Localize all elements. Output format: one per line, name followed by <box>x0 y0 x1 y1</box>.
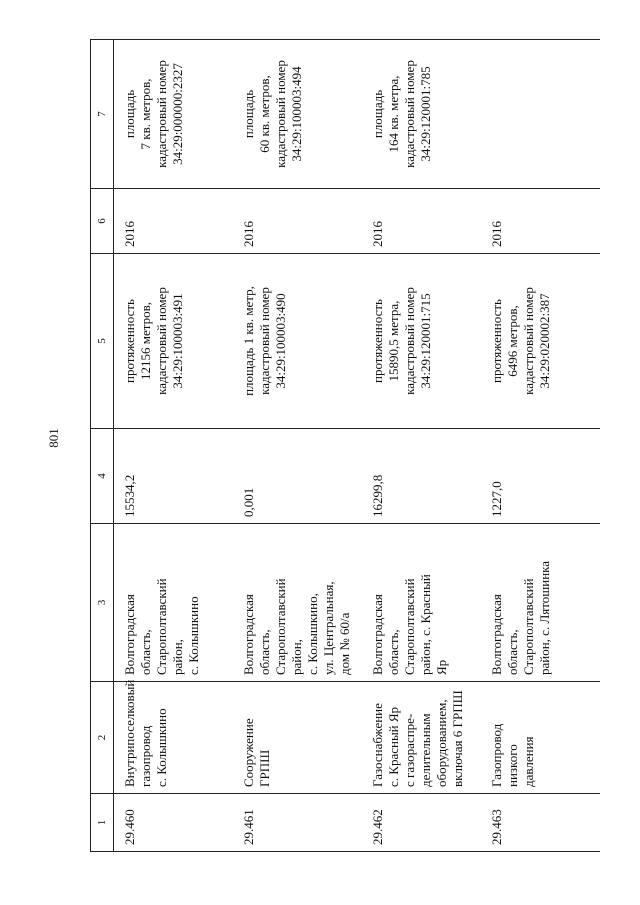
value-cell: 1227,0 <box>481 429 600 524</box>
cell-line: район, с. Лятошинка <box>537 560 552 675</box>
cell-line: 34:29:000000:2327 <box>170 63 185 165</box>
cell-line: 12156 метров, <box>138 302 153 380</box>
cell-line: с. Колышкино, <box>305 593 320 675</box>
record-number-cell: 29.463 <box>481 794 600 852</box>
column-number-header: 7 <box>91 40 114 189</box>
characteristics-cell <box>233 254 362 429</box>
cell-line: с. Колышкино <box>186 596 201 675</box>
cell-line: 34:29:100003:491 <box>170 293 185 389</box>
cell-line: Внутрипоселковый <box>122 679 137 787</box>
object-address-cell <box>233 524 362 682</box>
column-number-header: 2 <box>91 682 114 794</box>
column-number-header: 1 <box>91 794 114 852</box>
cell-line: протяженность <box>489 299 504 383</box>
cell-line: кадастровый номер <box>273 60 288 168</box>
cell-line: дом № 60/а <box>337 612 352 675</box>
cell-line: площадь <box>241 89 256 139</box>
cell-line: с. Колышкино <box>154 708 169 787</box>
record-number-cell: 29.461 <box>233 794 362 852</box>
cell-line: 34:29:120001:715 <box>418 293 433 389</box>
cell-line: с газораспре- <box>402 713 417 787</box>
record-number-cell: 29.460 <box>114 794 234 852</box>
cell-line: газопровод <box>138 725 153 787</box>
cell-line: протяженность <box>370 299 385 383</box>
cell-line: Волгоградская <box>241 594 256 675</box>
table-row <box>114 40 234 852</box>
value-cell: 16299,8 <box>362 429 481 524</box>
land-plot-cell <box>114 40 234 189</box>
cell-line: Волгоградская <box>489 594 504 675</box>
cell-line: кадастровый номер <box>402 287 417 395</box>
cell-line: кадастровый номер <box>154 60 169 168</box>
cell-line: Старополтавский <box>273 578 288 675</box>
table-row <box>481 40 600 852</box>
cell-line: Волгоградская <box>122 594 137 675</box>
year-cell: 2016 <box>233 189 362 254</box>
object-name-cell <box>233 682 362 794</box>
cell-line: 34:29:120001:785 <box>418 66 433 162</box>
cell-line: 164 кв. метра, <box>386 75 401 153</box>
year-cell: 2016 <box>114 189 234 254</box>
property-registry-table <box>90 39 600 852</box>
cell-line: Сооружение ГРПШ <box>241 718 272 787</box>
cell-line: область, <box>138 629 153 675</box>
characteristics-cell <box>114 254 234 429</box>
cell-line: площадь 1 кв. метр, <box>241 286 256 396</box>
land-plot-cell <box>481 40 600 189</box>
cell-line: кадастровый номер <box>154 287 169 395</box>
cell-line: давления <box>521 736 536 787</box>
column-number-header-row <box>91 40 114 852</box>
table-row <box>362 40 481 852</box>
cell-line: делительным <box>418 713 433 787</box>
land-plot-cell <box>233 40 362 189</box>
cell-line: район, <box>289 639 304 675</box>
cell-line: 34:29:100003:490 <box>273 293 288 389</box>
column-number-header: 4 <box>91 429 114 524</box>
cell-line: область, <box>386 629 401 675</box>
cell-line: площадь <box>122 89 137 139</box>
cell-line: Волгоградская <box>370 594 385 675</box>
cell-line: 7 кв. метров, <box>138 78 153 150</box>
object-address-cell <box>114 524 234 682</box>
year-cell: 2016 <box>362 189 481 254</box>
object-name-cell <box>362 682 481 794</box>
cell-line: 34:29:100003:494 <box>289 66 304 162</box>
characteristics-cell <box>362 254 481 429</box>
cell-line: Старополтавский <box>521 578 536 675</box>
characteristics-cell <box>481 254 600 429</box>
value-cell: 15534,2 <box>114 429 234 524</box>
cell-line: включая 6 ГРПШ <box>450 690 465 787</box>
cell-line: оборудованием, <box>434 699 449 787</box>
cell-line: Газопровод низкого <box>489 723 520 787</box>
cell-line: Газоснабжение <box>370 703 385 787</box>
table-row <box>233 40 362 852</box>
registry-body <box>114 40 601 852</box>
land-plot-cell <box>362 40 481 189</box>
object-address-cell <box>481 524 600 682</box>
cell-line: 6496 метров, <box>505 305 520 377</box>
cell-line: 60 кв. метров, <box>257 75 272 153</box>
record-number-cell: 29.462 <box>362 794 481 852</box>
cell-line: с. Красный Яр <box>386 706 401 787</box>
cell-line: 34:29:020002:387 <box>537 293 552 389</box>
object-address-cell <box>362 524 481 682</box>
value-cell: 0,001 <box>233 429 362 524</box>
cell-line: Старополтавский <box>402 578 417 675</box>
year-cell: 2016 <box>481 189 600 254</box>
cell-line: Старополтавский <box>154 578 169 675</box>
object-name-cell <box>481 682 600 794</box>
cell-line: ул. Центральная, <box>321 581 336 675</box>
page-number: 801 <box>46 428 61 448</box>
cell-line: район, с. Красный <box>418 574 433 675</box>
rotated-sheet <box>90 40 550 852</box>
cell-line: кадастровый номер <box>521 287 536 395</box>
cell-line: протяженность <box>122 299 137 383</box>
cell-line: кадастровый номер <box>257 287 272 395</box>
cell-line: 15890,5 метра, <box>386 300 401 382</box>
cell-line: кадастровый номер <box>402 60 417 168</box>
cell-line: область, <box>257 629 272 675</box>
cell-line: площадь <box>370 89 385 139</box>
object-name-cell <box>114 679 234 794</box>
column-number-header: 5 <box>91 254 114 429</box>
cell-line: Яр <box>434 659 449 675</box>
cell-line: район, <box>170 639 185 675</box>
cell-line: область, <box>505 629 520 675</box>
column-number-header: 3 <box>91 524 114 682</box>
column-number-header: 6 <box>91 189 114 254</box>
